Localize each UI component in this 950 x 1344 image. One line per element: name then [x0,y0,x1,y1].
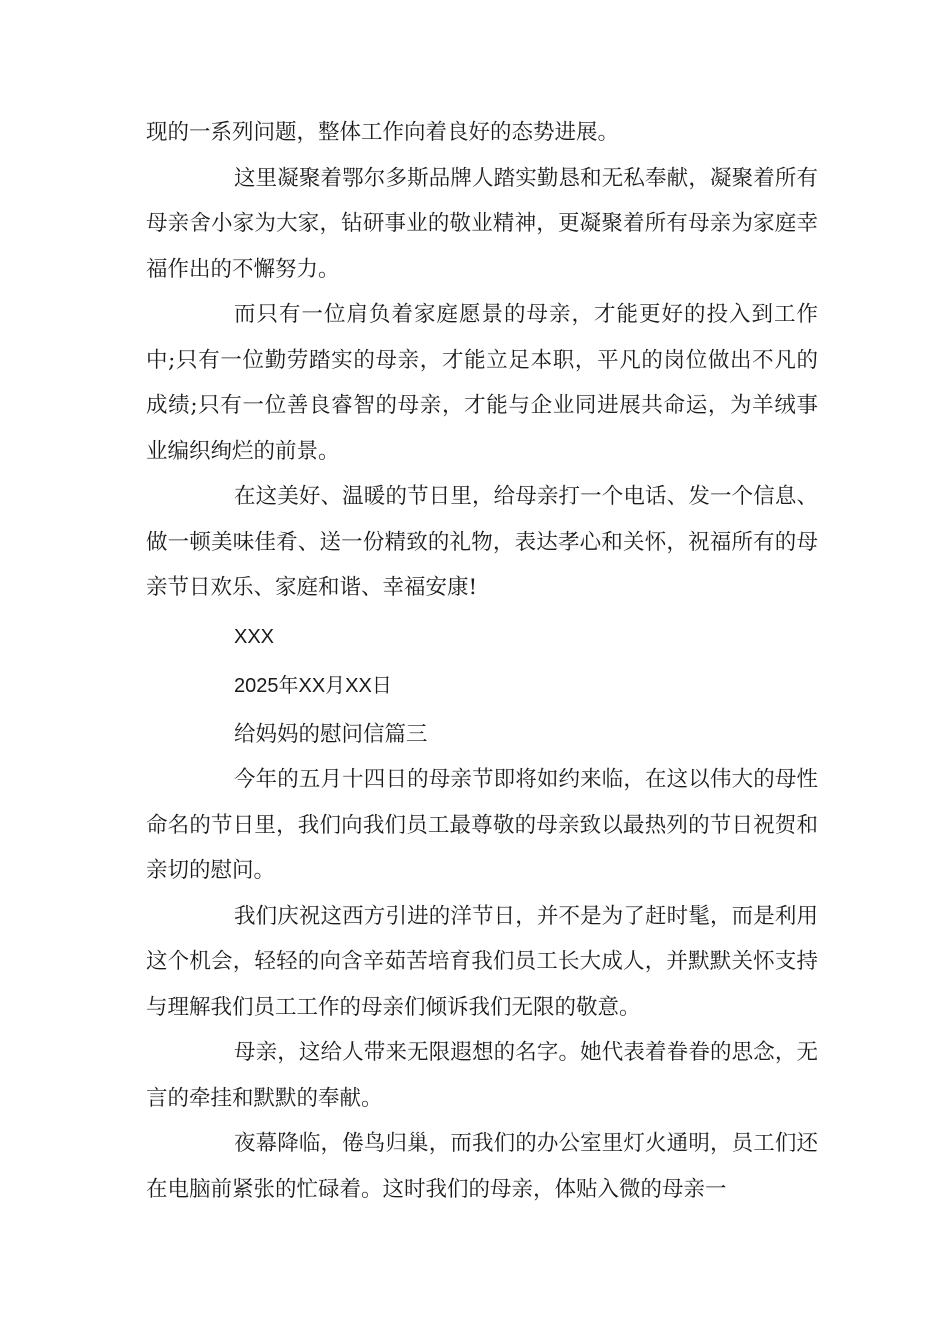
paragraph-mother-name: 母亲，这给人带来无限遐想的名字。她代表着眷眷的思念，无言的牵挂和默默的奉献。 [146,1040,818,1111]
paragraph-holiday-wishes: 在这美好、温暖的节日里，给母亲打一个电话、发一个信息、做一顿美味佳肴、送一份精致的礼物，表达孝心和关怀，祝福所有的母亲节日欢乐、家庭和谐、幸福安康! [146,484,818,600]
paragraph-brand-dedication: 这里凝聚着鄂尔多斯品牌人踏实勤恳和无私奉献，凝聚着所有母亲舍小家为大家，钻研事业的敬业精神，更凝聚着所有母亲为家庭幸福作出的不懈努力。 [146,165,818,282]
paragraph-celebration-purpose: 我们庆祝这西方引进的洋节日，并不是为了赶时髦，而是利用这个机会，轻轻的向含辛茹苦培育我们员工长大成人，并默默关怀支持与理解我们员工工作的母亲们倾诉我们无限的敬意。 [146,903,818,1020]
signature-date: 2025年XX月XX日 [234,675,392,697]
document-page [146,110,818,1212]
paragraph-night-office: 夜幕降临，倦鸟归巢，而我们的办公室里灯火通明，员工们还在电脑前紧张的忙碌着。这时我们的母亲，体贴入微的母亲一 [146,1131,818,1202]
paragraph-continuation: 现的一系列问题，整体工作向着良好的态势进展。 [146,120,620,145]
paragraph-mother-roles: 而只有一位肩负着家庭愿景的母亲，才能更好的投入到工作中;只有一位勤劳踏实的母亲，才能立足本职，平凡的岗位做出不凡的成绩;只有一位善良睿智的母亲，才能与企业同进展共命运，为羊绒事业编织绚烂的前景。 [146,302,818,464]
section-heading: 给妈妈的慰问信篇三 [234,721,428,747]
paragraph-mothers-day-intro: 今年的五月十四日的母亲节即将如约来临，在这以伟大的母性命名的节日里，我们向我们员工最尊敬的母亲致以最热列的节日祝贺和亲切的慰问。 [146,767,818,883]
signature-name: XXX [234,625,275,648]
